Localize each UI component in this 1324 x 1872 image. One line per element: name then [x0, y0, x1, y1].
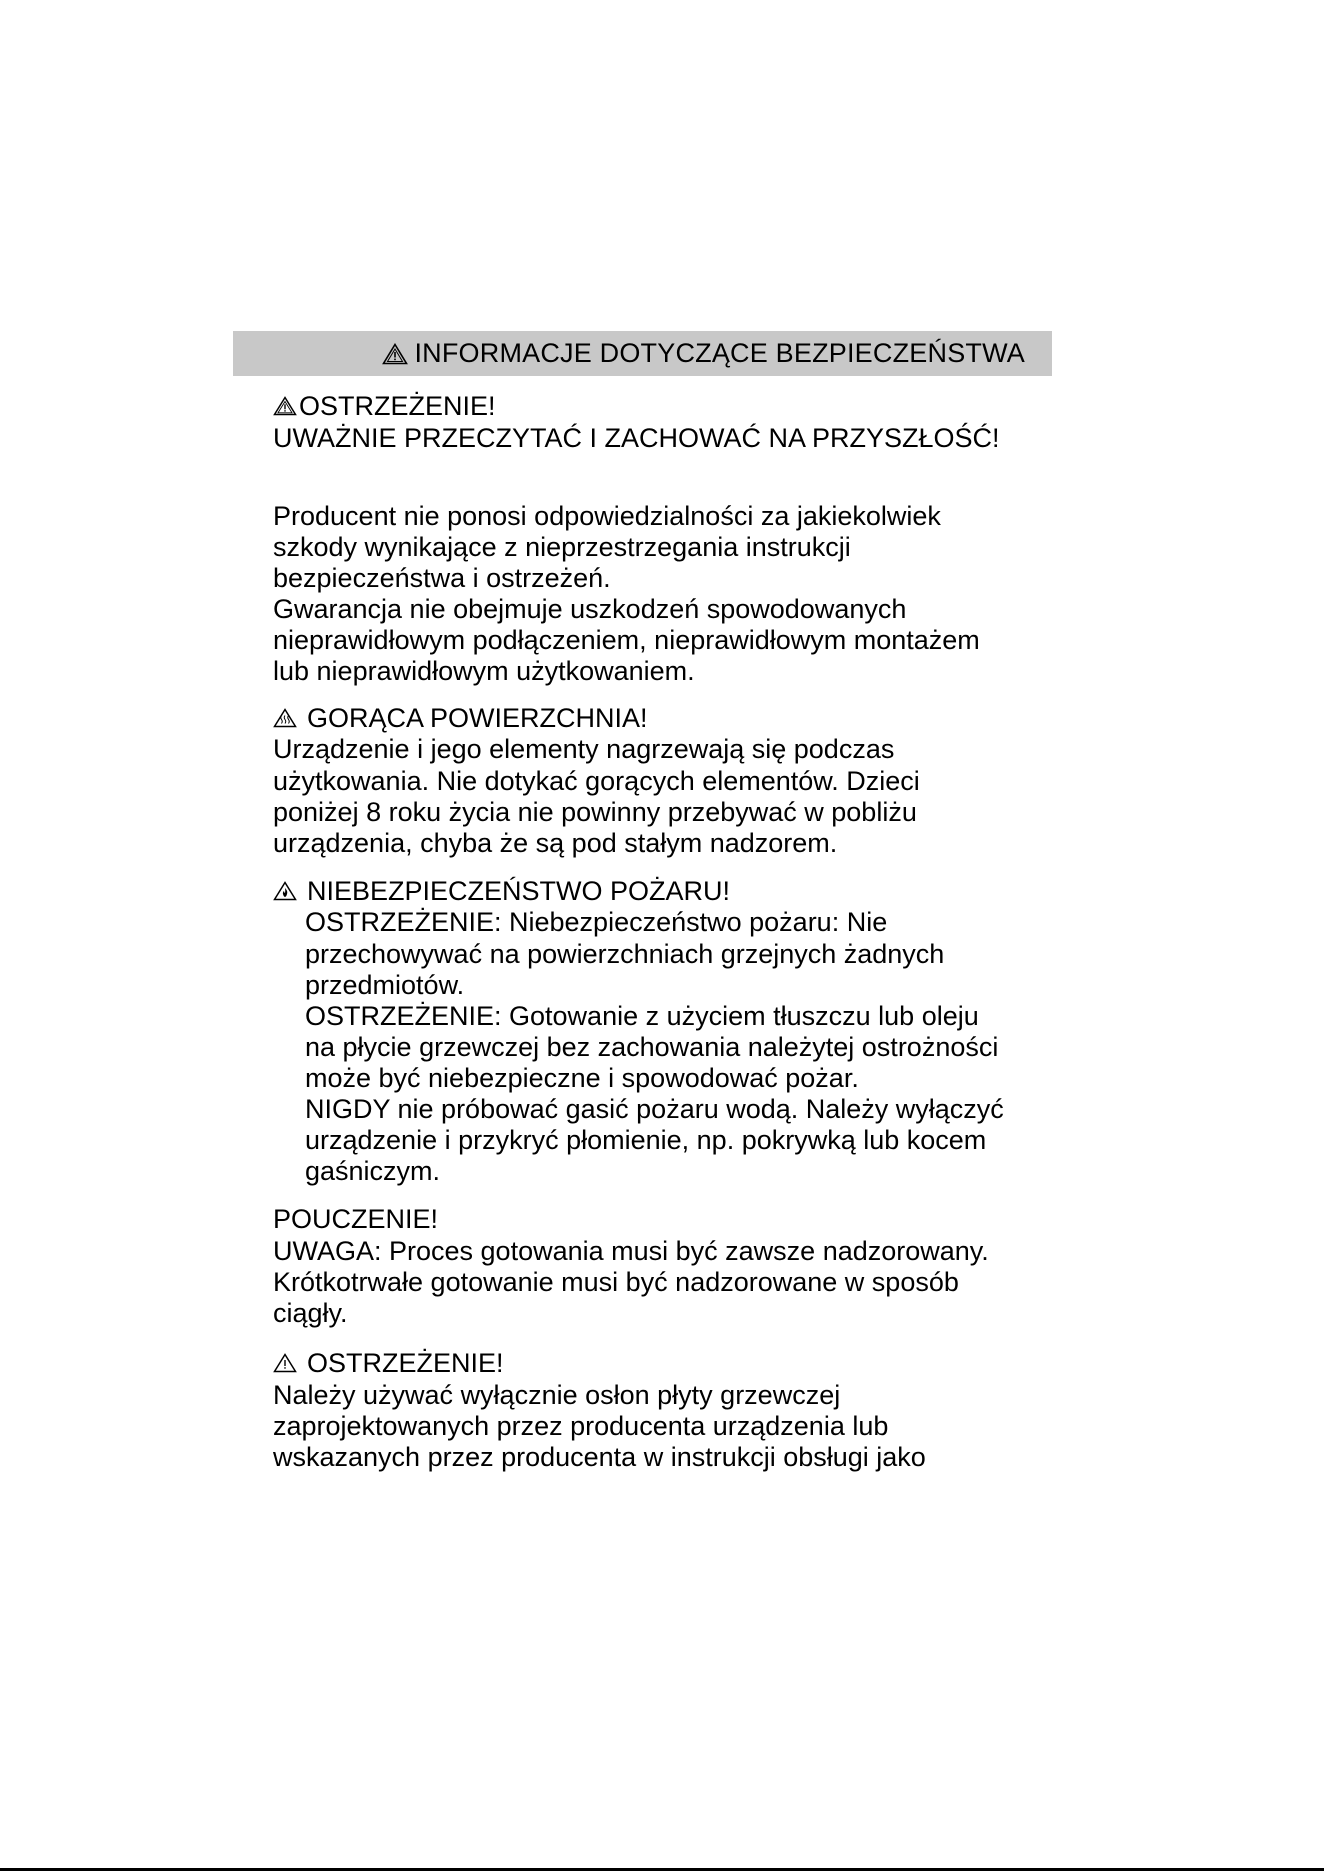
fire-hazard-line: NIGDY nie próbować gasić pożaru wodą. Należy wyłączyć: [305, 1094, 1004, 1124]
warning-heading-row: [273, 390, 496, 422]
liability-line: bezpieczeństwa i ostrzeżeń.: [273, 563, 611, 593]
fire-hazard-line: może być niebezpieczne i spowodować pożar.: [305, 1063, 859, 1093]
instruction-line: ciągły.: [273, 1298, 348, 1328]
hob-guard-line: zaprojektowanych przez producenta urządzenia lub: [273, 1411, 889, 1441]
warning-triangle-icon: [273, 1353, 297, 1373]
hot-surface-heading: GORĄCA POWIERZCHNIA!: [307, 703, 648, 733]
fire-warning-icon: [273, 881, 297, 901]
hob-guard-heading: OSTRZEŻENIE!: [307, 1348, 504, 1378]
instruction-heading: POUCZENIE!: [273, 1204, 439, 1234]
hot-surface-line: Urządzenie i jego elementy nagrzewają się podczas: [273, 734, 895, 764]
fire-hazard-heading-row: [273, 875, 730, 907]
hot-surface-line: użytkowania. Nie dotykać gorących elementów. Dzieci: [273, 766, 920, 796]
liability-line: Producent nie ponosi odpowiedzialności za jakiekolwiek: [273, 501, 941, 531]
fire-hazard-line: OSTRZEŻENIE: Niebezpieczeństwo pożaru: Nie: [305, 907, 888, 937]
hob-guard-line: wskazanych przez producenta w instrukcji obsługi jako: [273, 1442, 926, 1472]
fire-hazard-line: OSTRZEŻENIE: Gotowanie z użyciem tłuszczu lub oleju: [305, 1001, 979, 1031]
hob-guard-heading-row: [273, 1347, 504, 1379]
fire-hazard-line: gaśniczym.: [305, 1156, 441, 1186]
section-header-bar: [233, 331, 1052, 376]
warning-heading: OSTRZEŻENIE!: [299, 391, 496, 421]
liability-line: lub nieprawidłowym użytkowaniem.: [273, 656, 695, 686]
hot-surface-heading-row: [273, 702, 648, 734]
hob-guard-line: Należy używać wyłącznie osłon płyty grzewczej: [273, 1380, 841, 1410]
fire-hazard-line: na płycie grzewczej bez zachowania należytej ostrożności: [305, 1032, 999, 1062]
hot-surface-warning-icon: [273, 708, 297, 728]
instruction-line: Krótkotrwałe gotowanie musi być nadzorowane w sposób: [273, 1267, 959, 1297]
warning-triangle-icon: [273, 396, 297, 416]
liability-line: Gwarancja nie obejmuje uszkodzeń spowodowanych: [273, 594, 907, 624]
liability-line: szkody wynikające z nieprzestrzegania instrukcji: [273, 532, 851, 562]
instruction-line: UWAGA: Proces gotowania musi być zawsze nadzorowany.: [273, 1236, 989, 1266]
fire-hazard-heading: NIEBEZPIECZEŃSTWO POŻARU!: [307, 876, 731, 906]
page-bottom-rule: [0, 1868, 1324, 1871]
section-title: INFORMACJE DOTYCZĄCE BEZPIECZEŃSTWA: [414, 338, 1025, 368]
hot-surface-line: urządzenia, chyba że są pod stałym nadzorem.: [273, 828, 838, 858]
liability-line: nieprawidłowym podłączeniem, nieprawidłowym montażem: [273, 625, 980, 655]
fire-hazard-line: urządzenie i przykryć płomienie, np. pokrywką lub kocem: [305, 1125, 987, 1155]
hot-surface-line: poniżej 8 roku życia nie powinny przebywać w pobliżu: [273, 797, 917, 827]
fire-hazard-line: przechowywać na powierzchniach grzejnych żadnych: [305, 939, 945, 969]
warning-triangle-icon: [382, 343, 408, 365]
warning-subheading: UWAŻNIE PRZECZYTAĆ I ZACHOWAĆ NA PRZYSZŁOŚĆ!: [273, 423, 1000, 453]
fire-hazard-line: przedmiotów.: [305, 970, 465, 1000]
